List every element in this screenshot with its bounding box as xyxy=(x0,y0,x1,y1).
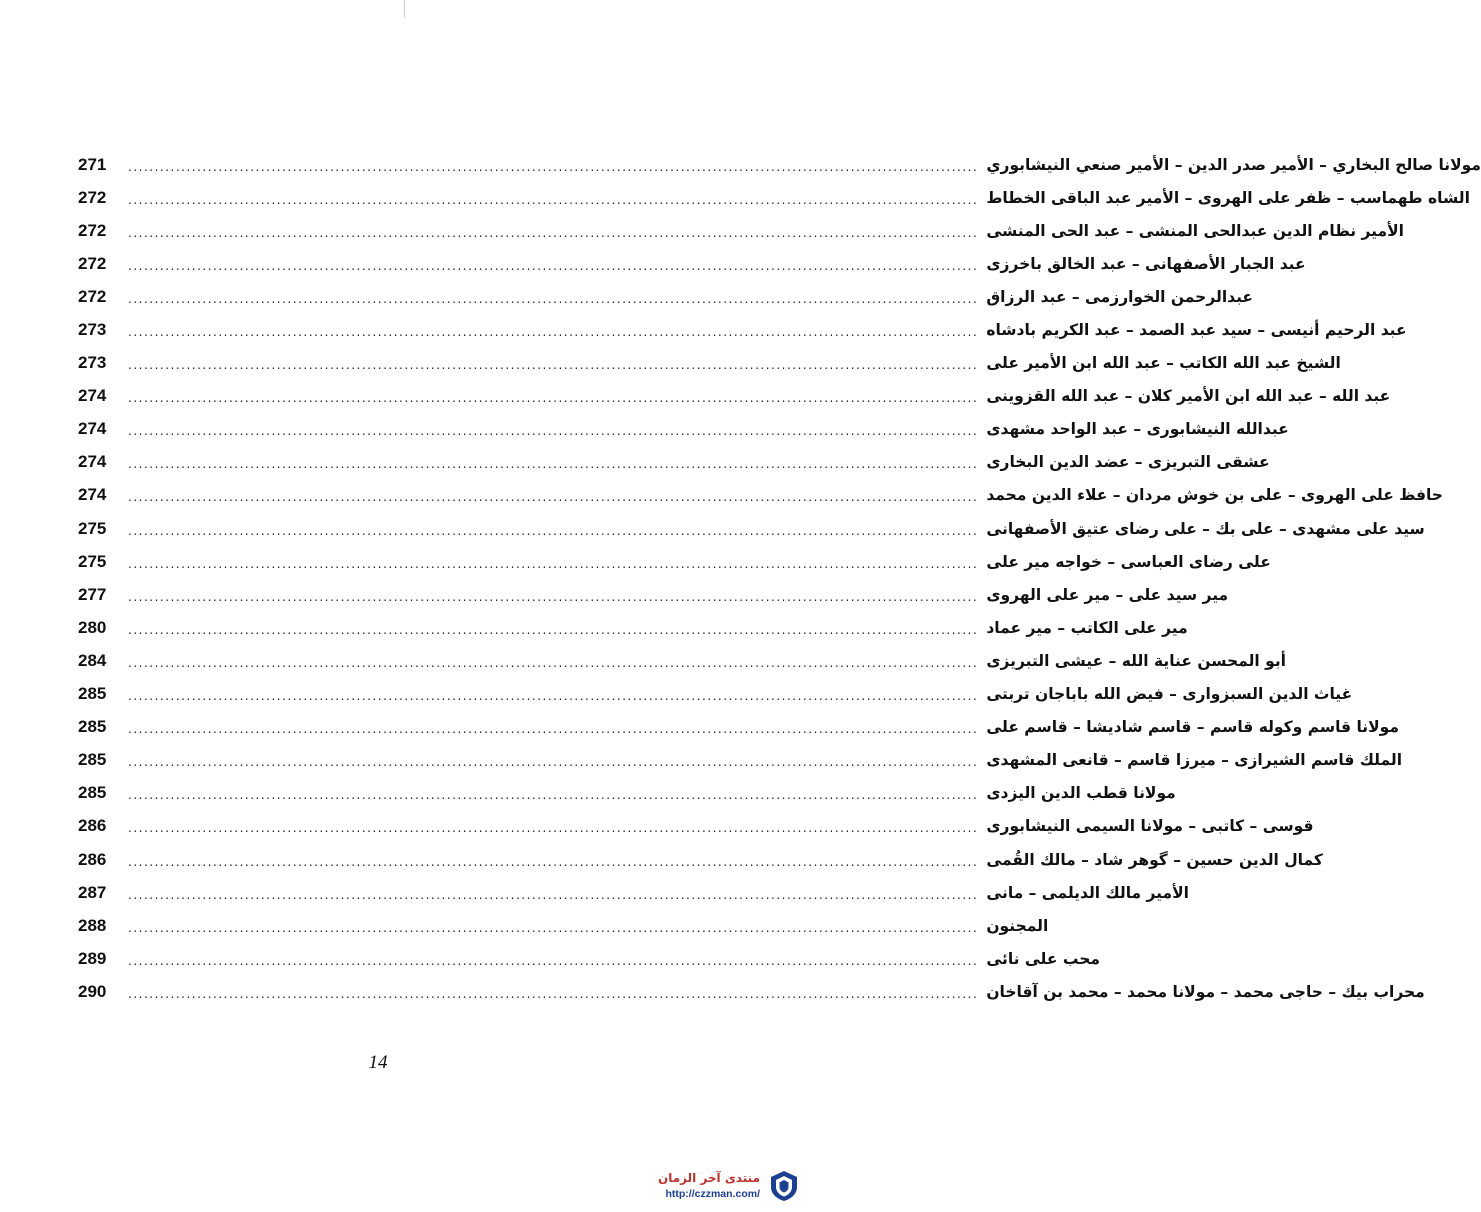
toc-title: كمال الدين حسين – گوهر شاد – مالك القُمى xyxy=(986,850,1323,869)
dot-leader: ................................................................................................................................................................ xyxy=(128,887,979,902)
toc-title: عشقى التبريزى – عضد الدين البخارى xyxy=(986,453,1270,472)
dot-leader: ................................................................................................................................................................ xyxy=(128,159,979,174)
toc-title: الملك قاسم الشيرازى – ميرزا قاسم – قانعى المشهدى xyxy=(986,751,1403,770)
toc-page-number: 271 xyxy=(78,154,107,174)
shield-logo-icon xyxy=(768,1170,800,1202)
toc-page-number: 285 xyxy=(78,717,107,737)
toc-entry xyxy=(78,280,1253,313)
toc-entry xyxy=(78,347,1341,380)
dot-leader: ................................................................................................................................................................ xyxy=(128,457,979,472)
dot-leader: ................................................................................................................................................................ xyxy=(128,689,979,704)
toc-title: الشاه طهماسب – ظفر على الهروى – الأمير عبد الباقى الخطاط xyxy=(986,188,1470,207)
toc-entry xyxy=(78,578,1229,611)
toc-entry xyxy=(78,810,1314,843)
toc-title: عبدالله النيشابورى – عبد الواحد مشهدى xyxy=(986,420,1289,439)
dot-leader: ................................................................................................................................................................ xyxy=(128,622,979,637)
toc-title: الشيخ عبد الله الكاتب – عبد الله ابن الأمير على xyxy=(986,354,1341,373)
toc-title: محب على نائى xyxy=(986,949,1101,968)
site-watermark xyxy=(658,1170,800,1202)
dot-leader: ................................................................................................................................................................ xyxy=(128,325,979,340)
dot-leader: ................................................................................................................................................................ xyxy=(128,755,979,770)
toc-title: الأمير نظام الدين عبدالحى المنشى – عبد الحى المنشى xyxy=(986,221,1404,240)
dot-leader: ................................................................................................................................................................ xyxy=(128,854,979,869)
toc-title: مولانا قاسم وكوله قاسم – قاسم شاديشا – قاسم على xyxy=(986,718,1399,737)
toc-page-number: 274 xyxy=(78,452,107,472)
toc-page-number: 285 xyxy=(78,684,107,704)
toc-page-number: 272 xyxy=(78,220,107,240)
watermark-site-name: منتدى آخر الزمان xyxy=(658,1171,760,1185)
toc-title: مير سيد على – مير على الهروى xyxy=(986,585,1229,604)
toc-title: عبد الرحيم أنيسى – سيد عبد الصمد – عبد الكريم بادشاه xyxy=(986,321,1407,340)
toc-title: غياث الدين السبزوارى – فيض الله باباجان تربتى xyxy=(986,685,1353,704)
dot-leader: ................................................................................................................................................................ xyxy=(128,589,979,604)
dot-leader: ................................................................................................................................................................ xyxy=(128,920,979,935)
toc-entry xyxy=(78,876,1189,909)
toc-entry xyxy=(78,380,1391,413)
toc-page-number: 272 xyxy=(78,187,107,207)
toc-page-number: 275 xyxy=(78,518,107,538)
toc-page-number: 273 xyxy=(78,320,107,340)
dot-leader: ................................................................................................................................................................ xyxy=(128,391,979,406)
toc-entry xyxy=(78,644,1286,677)
toc-title: على رضاى العباسى – خواجه مير على xyxy=(986,552,1271,571)
toc-title: مير على الكاتب – مير عماد xyxy=(986,618,1188,637)
toc-title: عبدالرحمن الخوارزمى – عبد الرزاق xyxy=(986,287,1253,306)
toc-entry xyxy=(78,744,1403,777)
page-number: 14 xyxy=(368,1052,388,1073)
toc-entry xyxy=(78,214,1404,247)
watermark-text xyxy=(658,1170,760,1202)
toc-title: المجنون xyxy=(986,916,1049,935)
toc-page-number: 290 xyxy=(78,981,107,1001)
toc-entry xyxy=(78,975,1425,1008)
toc-entry xyxy=(78,512,1425,545)
toc-entry xyxy=(78,843,1323,876)
toc-entry xyxy=(78,678,1353,711)
toc-title: حافظ على الهروى – على بن خوش مردان – علاء الدين محمد xyxy=(986,486,1443,505)
dot-leader: ................................................................................................................................................................ xyxy=(128,424,979,439)
toc-page-number: 277 xyxy=(78,584,107,604)
toc-entry xyxy=(78,711,1399,744)
toc-entry xyxy=(78,909,1049,942)
toc-entry xyxy=(78,247,1306,280)
toc-entry xyxy=(78,313,1407,346)
toc-page-number: 274 xyxy=(78,419,107,439)
toc-page-number: 289 xyxy=(78,948,107,968)
toc-page-number: 286 xyxy=(78,816,107,836)
dot-leader: ................................................................................................................................................................ xyxy=(128,291,979,306)
toc-page-number: 284 xyxy=(78,650,107,670)
toc-page-number: 286 xyxy=(78,849,107,869)
toc-page-number: 288 xyxy=(78,915,107,935)
toc-page-number: 285 xyxy=(78,750,107,770)
toc-title: محراب بيك – حاجى محمد – مولانا محمد – محمد بن آقاخان xyxy=(986,982,1425,1001)
watermark-url: http://czzman.com/ xyxy=(665,1188,760,1200)
toc-entry xyxy=(78,777,1176,810)
toc-page-number: 275 xyxy=(78,551,107,571)
toc-page-number: 285 xyxy=(78,783,107,803)
toc-page-number: 273 xyxy=(78,353,107,373)
toc-entry xyxy=(78,413,1289,446)
dot-leader: ................................................................................................................................................................ xyxy=(128,258,979,273)
toc-entry xyxy=(78,446,1270,479)
toc-entry xyxy=(78,942,1101,975)
dot-leader: ................................................................................................................................................................ xyxy=(128,556,979,571)
toc-page-number: 274 xyxy=(78,485,107,505)
dot-leader: ................................................................................................................................................................ xyxy=(128,986,979,1001)
toc-page-number: 274 xyxy=(78,386,107,406)
top-center-mark xyxy=(404,0,405,18)
toc-page-number: 272 xyxy=(78,286,107,306)
dot-leader: ................................................................................................................................................................ xyxy=(128,225,979,240)
toc-title: عبد الجبار الأصفهانى – عبد الخالق باخرزى xyxy=(986,254,1306,273)
dot-leader: ................................................................................................................................................................ xyxy=(128,821,979,836)
toc-title: قوسى – كاتبى – مولانا السيمى النيشابورى xyxy=(986,817,1314,836)
toc-title: مولانا قطب الدين اليزدى xyxy=(986,784,1176,803)
dot-leader: ................................................................................................................................................................ xyxy=(128,192,979,207)
toc-title: سيد على مشهدى – على بك – على رضاى عتيق الأصفهانى xyxy=(986,519,1425,538)
dot-leader: ................................................................................................................................................................ xyxy=(128,490,979,505)
dot-leader: ................................................................................................................................................................ xyxy=(128,655,979,670)
dot-leader: ................................................................................................................................................................ xyxy=(128,358,979,373)
toc-title: مولانا صالح البخاري – الأمير صدر الدين – الأمير صنعي النيشابوري xyxy=(986,155,1481,174)
toc-entry xyxy=(78,611,1188,644)
toc-page-number: 280 xyxy=(78,617,107,637)
dot-leader: ................................................................................................................................................................ xyxy=(128,722,979,737)
toc-entry xyxy=(78,479,1443,512)
toc-page-number: 287 xyxy=(78,882,107,902)
toc-title: عبد الله – عبد الله ابن الأمير كلان – عبد الله القزوينى xyxy=(986,387,1391,406)
toc-entry xyxy=(78,148,1481,181)
toc-title: الأمير مالك الديلمى – مانى xyxy=(986,883,1189,902)
toc-title: أبو المحسن عناية الله – عيشى التبريزى xyxy=(986,651,1286,670)
dot-leader: ................................................................................................................................................................ xyxy=(128,523,979,538)
dot-leader: ................................................................................................................................................................ xyxy=(128,788,979,803)
toc-entry xyxy=(78,545,1271,578)
table-of-contents xyxy=(78,148,1481,1008)
dot-leader: ................................................................................................................................................................ xyxy=(128,953,979,968)
toc-page-number: 272 xyxy=(78,253,107,273)
toc-entry xyxy=(78,181,1470,214)
